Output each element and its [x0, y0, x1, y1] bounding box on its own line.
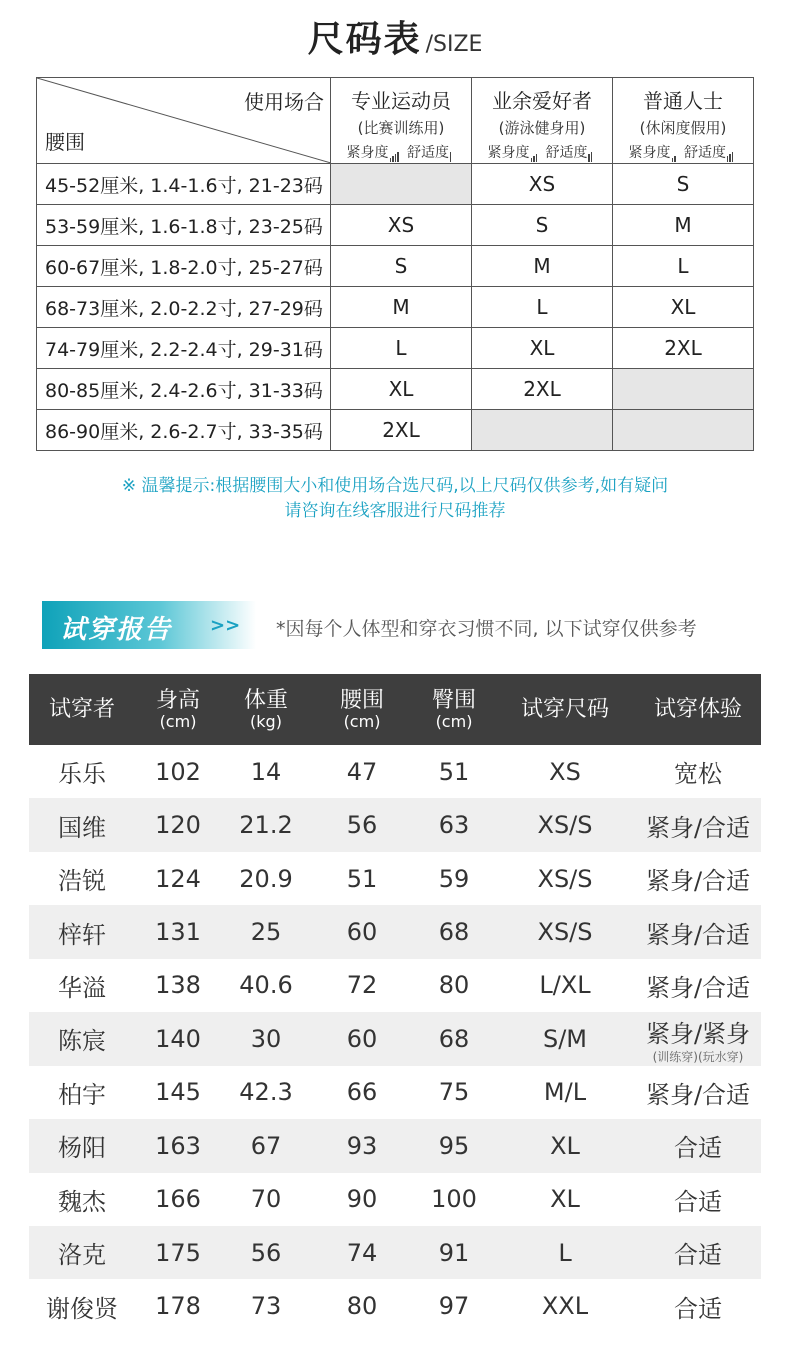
comfort-bars-icon [450, 146, 453, 162]
waist-range: 60-67厘米, 1.8-2.0寸, 25-27码 [37, 246, 331, 287]
experience-value [635, 754, 761, 789]
hip-value: 80 [438, 971, 470, 1000]
experience-value [635, 915, 761, 950]
header-label: 臀围 [431, 687, 476, 713]
size-value: XS/S [537, 864, 593, 893]
waist-range: 86-90厘米, 2.6-2.7寸, 33-35码 [37, 410, 331, 451]
header-label: 试穿体验 [653, 696, 742, 722]
tightness-bars-icon [672, 146, 677, 162]
weight-value: 42.3 [239, 1078, 293, 1107]
waist-value: 51 [346, 864, 378, 893]
experience-main: 合适 [674, 1187, 722, 1216]
group-meta [613, 142, 753, 162]
header-label: 试穿尺码 [520, 696, 609, 722]
double-chevron-icon: >> [210, 615, 241, 636]
waist-value: 60 [346, 918, 378, 947]
experience-value [635, 1182, 761, 1217]
header-label: 体重 [243, 687, 288, 713]
group-note: (比赛训练用) [357, 119, 445, 137]
waist-range: 74-79厘米, 2.2-2.4寸, 29-31码 [37, 328, 331, 369]
header-label: 身高 [155, 687, 200, 713]
size-value: XS [549, 757, 581, 786]
height-value: 163 [155, 1131, 201, 1160]
trial-disclaimer: *因每个人体型和穿衣习惯不同, 以下试穿仅供参考 [276, 618, 697, 640]
table-row [29, 1173, 761, 1226]
experience-value [635, 1289, 761, 1324]
size-cell: 2XL [472, 369, 613, 410]
header-waist [311, 689, 413, 731]
tester-name: 洛克 [58, 1241, 106, 1270]
waist-range: 80-85厘米, 2.4-2.6寸, 31-33码 [37, 369, 331, 410]
waist-value: 56 [346, 811, 378, 840]
hip-value: 51 [438, 757, 470, 786]
group-note: (休闲度假用) [639, 119, 727, 137]
size-cell: 2XL [331, 410, 472, 451]
size-row [37, 246, 754, 287]
experience-value [635, 808, 761, 843]
size-value: XS/S [537, 918, 593, 947]
size-value: XS/S [537, 811, 593, 840]
tester-name: 国维 [58, 813, 106, 842]
size-value: L [558, 1238, 572, 1267]
size-cell: XS [472, 164, 613, 205]
comfort-label: 舒适度 [406, 145, 449, 161]
size-row [37, 287, 754, 328]
size-value: XL [550, 1185, 580, 1214]
size-cell: M [472, 246, 613, 287]
size-cell: XS [331, 205, 472, 246]
height-value: 178 [155, 1292, 201, 1321]
tester-name: 魏杰 [58, 1187, 106, 1216]
size-row [37, 369, 754, 410]
size-row [37, 164, 754, 205]
experience-main: 宽松 [674, 760, 722, 789]
size-cell: S [472, 205, 613, 246]
experience-main: 合适 [674, 1134, 722, 1163]
group-note: (游泳健身用) [498, 119, 586, 137]
table-row [29, 959, 761, 1012]
waist-value: 90 [346, 1185, 378, 1214]
trial-report-banner [42, 601, 256, 649]
header-unit: (cm) [435, 711, 473, 731]
waist-label: 腰围 [45, 130, 85, 154]
waist-range: 45-52厘米, 1.4-1.6寸, 21-23码 [37, 164, 331, 205]
page-title [0, 14, 790, 66]
size-value: S/M [542, 1024, 588, 1053]
diagonal-header-cell [37, 78, 331, 164]
comfort-bars-icon [588, 146, 593, 162]
height-value: 124 [155, 864, 201, 893]
group-name: 普通人士 [643, 89, 723, 113]
experience-value [635, 968, 761, 1003]
header-label: 腰围 [339, 687, 384, 713]
title-sub: /SIZE [425, 32, 483, 57]
size-table-header [37, 78, 754, 164]
experience-value [635, 861, 761, 896]
header-trial-size [495, 698, 635, 722]
hip-value: 75 [438, 1078, 470, 1107]
size-cell: M [613, 205, 754, 246]
size-value: M/L [543, 1078, 587, 1107]
experience-main: 紧身/紧身 [645, 1019, 751, 1048]
comfort-label: 舒适度 [683, 145, 726, 161]
tightness-bars-icon [531, 146, 539, 162]
group-meta [472, 142, 612, 162]
hip-value: 91 [438, 1238, 470, 1267]
tester-name: 谢俊贤 [46, 1294, 118, 1323]
table-row [29, 798, 761, 851]
weight-value: 70 [250, 1185, 282, 1214]
tester-name: 柏宇 [58, 1080, 106, 1109]
size-cell: S [331, 246, 472, 287]
size-value: XXL [541, 1292, 589, 1321]
size-cell: L [472, 287, 613, 328]
group-meta [331, 142, 471, 162]
weight-value: 73 [250, 1292, 282, 1321]
size-value: XL [550, 1131, 580, 1160]
experience-value [635, 1128, 761, 1163]
size-row [37, 328, 754, 369]
size-cell [331, 164, 472, 205]
experience-main: 合适 [674, 1294, 722, 1323]
header-hip [413, 689, 495, 731]
experience-main: 紧身/合适 [645, 1080, 751, 1109]
table-row [29, 852, 761, 905]
hip-value: 100 [431, 1185, 477, 1214]
tightness-bars-icon [390, 146, 400, 162]
size-cell: L [613, 246, 754, 287]
waist-value: 74 [346, 1238, 378, 1267]
weight-value: 14 [250, 757, 282, 786]
tip-line-1: ※ 温馨提示:根据腰围大小和使用场合选尺码,以上尺码仅供参考,如有疑问 [121, 476, 669, 496]
weight-value: 56 [250, 1238, 282, 1267]
size-cell [613, 369, 754, 410]
experience-main: 紧身/合适 [645, 973, 751, 1002]
experience-main: 紧身/合适 [645, 813, 751, 842]
weight-value: 20.9 [239, 864, 293, 893]
size-cell: XL [613, 287, 754, 328]
experience-value [635, 1075, 761, 1110]
tester-name: 梓轩 [58, 920, 106, 949]
size-cell: 2XL [613, 328, 754, 369]
trial-table [29, 674, 761, 1333]
experience-note: (训练穿)(玩水穿) [652, 1049, 744, 1064]
tester-name: 乐乐 [58, 760, 106, 789]
height-value: 138 [155, 971, 201, 1000]
table-row [29, 1119, 761, 1172]
group-name: 专业运动员 [351, 89, 451, 113]
hip-value: 97 [438, 1292, 470, 1321]
hip-value: 63 [438, 811, 470, 840]
tightness-label: 紧身度 [346, 145, 389, 161]
tightness-label: 紧身度 [487, 145, 530, 161]
group-header-amateur [472, 78, 613, 164]
comfort-bars-icon [727, 146, 735, 162]
height-value: 120 [155, 811, 201, 840]
size-cell: S [613, 164, 754, 205]
waist-value: 60 [346, 1024, 378, 1053]
tester-name: 浩锐 [58, 867, 106, 896]
height-value: 140 [155, 1024, 201, 1053]
size-row [37, 410, 754, 451]
table-row [29, 905, 761, 958]
table-row [29, 1279, 761, 1332]
header-unit: (cm) [159, 711, 197, 731]
comfort-label: 舒适度 [545, 145, 588, 161]
size-cell: M [331, 287, 472, 328]
waist-value: 72 [346, 971, 378, 1000]
tightness-label: 紧身度 [628, 145, 671, 161]
height-value: 166 [155, 1185, 201, 1214]
hip-value: 68 [438, 918, 470, 947]
header-height [135, 689, 221, 731]
header-label: 试穿者 [48, 696, 115, 722]
height-value: 102 [155, 757, 201, 786]
header-weight [221, 689, 311, 731]
tester-name: 华溢 [58, 973, 106, 1002]
experience-value [635, 1014, 761, 1064]
group-name: 业余爱好者 [492, 89, 592, 113]
hip-value: 95 [438, 1131, 470, 1160]
weight-value: 21.2 [239, 811, 293, 840]
waist-value: 80 [346, 1292, 378, 1321]
header-unit: (cm) [343, 711, 381, 731]
tester-name: 陈宸 [58, 1027, 106, 1056]
hip-value: 59 [438, 864, 470, 893]
tip-line-2: 请咨询在线客服进行尺码推荐 [284, 501, 506, 521]
height-value: 131 [155, 918, 201, 947]
experience-value [635, 1235, 761, 1270]
weight-value: 40.6 [239, 971, 293, 1000]
table-row [29, 1066, 761, 1119]
size-table [36, 77, 754, 451]
banner-title: 试穿报告 [60, 615, 173, 645]
waist-value: 66 [346, 1078, 378, 1107]
size-cell: XL [472, 328, 613, 369]
header-experience [635, 698, 761, 722]
header-unit: (kg) [250, 711, 282, 731]
group-header-athlete [331, 78, 472, 164]
height-value: 145 [155, 1078, 201, 1107]
weight-value: 67 [250, 1131, 282, 1160]
trial-table-header [29, 674, 761, 745]
size-row [37, 205, 754, 246]
waist-value: 93 [346, 1131, 378, 1160]
hip-value: 68 [438, 1024, 470, 1053]
size-cell: L [331, 328, 472, 369]
table-row [29, 745, 761, 798]
tester-name: 杨阳 [58, 1134, 106, 1163]
size-cell [472, 410, 613, 451]
size-value: L/XL [539, 971, 591, 1000]
weight-value: 30 [250, 1024, 282, 1053]
header-tester [29, 698, 135, 722]
size-tip [0, 474, 790, 524]
experience-main: 紧身/合适 [645, 920, 751, 949]
waist-range: 53-59厘米, 1.6-1.8寸, 23-25码 [37, 205, 331, 246]
experience-main: 紧身/合适 [645, 867, 751, 896]
height-value: 175 [155, 1238, 201, 1267]
waist-range: 68-73厘米, 2.0-2.2寸, 27-29码 [37, 287, 331, 328]
table-row [29, 1012, 761, 1065]
experience-main: 合适 [674, 1241, 722, 1270]
size-cell [613, 410, 754, 451]
weight-value: 25 [250, 918, 282, 947]
waist-value: 47 [346, 757, 378, 786]
size-cell: XL [331, 369, 472, 410]
group-header-casual [613, 78, 754, 164]
table-row [29, 1226, 761, 1279]
scene-label: 使用场合 [244, 90, 324, 114]
title-main: 尺码表 [307, 19, 422, 60]
